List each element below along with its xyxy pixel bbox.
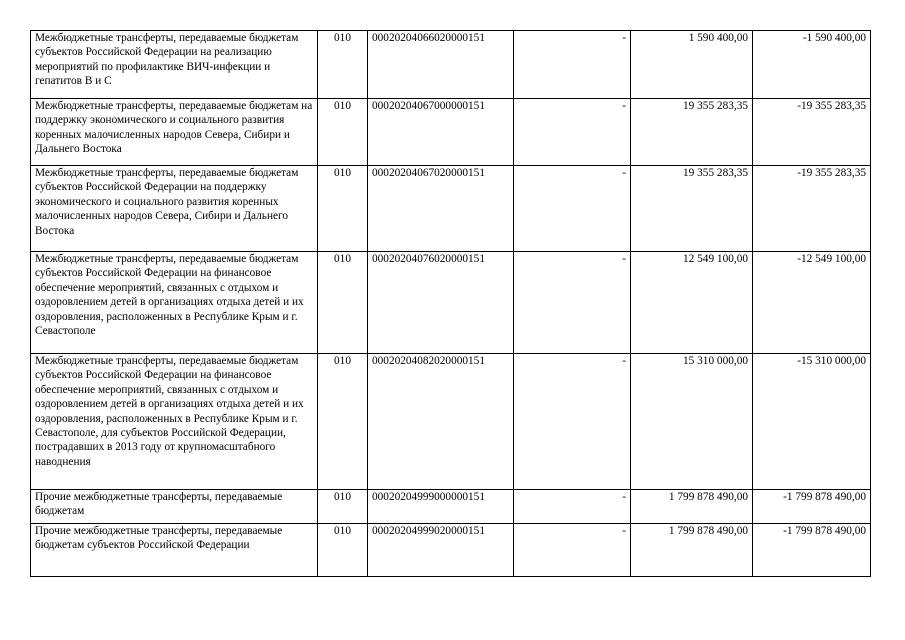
budget-report-table <box>30 30 871 577</box>
row-approved-cell: - <box>514 524 631 577</box>
row-code-cell: 010 <box>318 166 368 252</box>
row-executed-cell: 19 355 283,35 <box>631 99 753 166</box>
table-row <box>31 354 871 490</box>
row-unexecuted-cell: -1 590 400,00 <box>753 31 871 99</box>
table-row <box>31 524 871 577</box>
row-executed-cell: 12 549 100,00 <box>631 252 753 354</box>
row-approved-cell: - <box>514 354 631 490</box>
row-executed-cell: 19 355 283,35 <box>631 166 753 252</box>
row-kbk-cell: 00020204066020000151 <box>368 31 514 99</box>
row-code-cell: 010 <box>318 354 368 490</box>
row-code-cell: 010 <box>318 524 368 577</box>
row-executed-cell: 15 310 000,00 <box>631 354 753 490</box>
table-row <box>31 31 871 99</box>
row-kbk-cell: 00020204999000000151 <box>368 490 514 524</box>
row-unexecuted-cell: -15 310 000,00 <box>753 354 871 490</box>
row-name-cell: Межбюджетные трансферты, передаваемые бюджетам субъектов Российской Федерации на финансовое обеспечение мероприятий, связанных с отдыхом и оздоровлением детей в организациях отдыха детей и их оздоровления, расположенных в Республике Крым и г. Севастополе <box>31 252 318 354</box>
row-code-cell: 010 <box>318 490 368 524</box>
row-name-cell: Прочие межбюджетные трансферты, передаваемые бюджетам субъектов Российской Федерации <box>31 524 318 577</box>
row-kbk-cell: 00020204082020000151 <box>368 354 514 490</box>
row-kbk-cell: 00020204076020000151 <box>368 252 514 354</box>
row-name-cell: Межбюджетные трансферты, передаваемые бюджетам субъектов Российской Федерации на финансовое обеспечение мероприятий, связанных с отдыхом и оздоровлением детей в организациях отдыха детей и их оздоровления, расположенных в Республике Крым и г. Севастополе, для субъектов Российской Федерации, пострадавших в 2013 году от крупномасштабного наводнения <box>31 354 318 490</box>
table-row <box>31 99 871 166</box>
row-kbk-cell: 00020204067000000151 <box>368 99 514 166</box>
table-body <box>31 31 871 577</box>
row-approved-cell: - <box>514 166 631 252</box>
table-row <box>31 252 871 354</box>
row-executed-cell: 1 590 400,00 <box>631 31 753 99</box>
row-kbk-cell: 00020204067020000151 <box>368 166 514 252</box>
row-unexecuted-cell: -1 799 878 490,00 <box>753 490 871 524</box>
row-executed-cell: 1 799 878 490,00 <box>631 524 753 577</box>
row-approved-cell: - <box>514 490 631 524</box>
row-name-cell: Межбюджетные трансферты, передаваемые бюджетам на поддержку экономического и социального развития коренных малочисленных народов Севера, Сибири и Дальнего Востока <box>31 99 318 166</box>
row-code-cell: 010 <box>318 99 368 166</box>
row-name-cell: Межбюджетные трансферты, передаваемые бюджетам субъектов Российской Федерации на реализацию мероприятий по профилактике ВИЧ-инфекции и гепатитов B и C <box>31 31 318 99</box>
row-name-cell: Межбюджетные трансферты, передаваемые бюджетам субъектов Российской Федерации на поддержку экономического и социального развития коренных малочисленных народов Севера, Сибири и Дальнего Востока <box>31 166 318 252</box>
row-approved-cell: - <box>514 31 631 99</box>
row-code-cell: 010 <box>318 31 368 99</box>
row-approved-cell: - <box>514 99 631 166</box>
row-approved-cell: - <box>514 252 631 354</box>
table-row <box>31 490 871 524</box>
row-kbk-cell: 00020204999020000151 <box>368 524 514 577</box>
row-name-cell: Прочие межбюджетные трансферты, передаваемые бюджетам <box>31 490 318 524</box>
row-executed-cell: 1 799 878 490,00 <box>631 490 753 524</box>
row-unexecuted-cell: -19 355 283,35 <box>753 99 871 166</box>
row-unexecuted-cell: -12 549 100,00 <box>753 252 871 354</box>
row-unexecuted-cell: -1 799 878 490,00 <box>753 524 871 577</box>
table-row <box>31 166 871 252</box>
row-code-cell: 010 <box>318 252 368 354</box>
row-unexecuted-cell: -19 355 283,35 <box>753 166 871 252</box>
